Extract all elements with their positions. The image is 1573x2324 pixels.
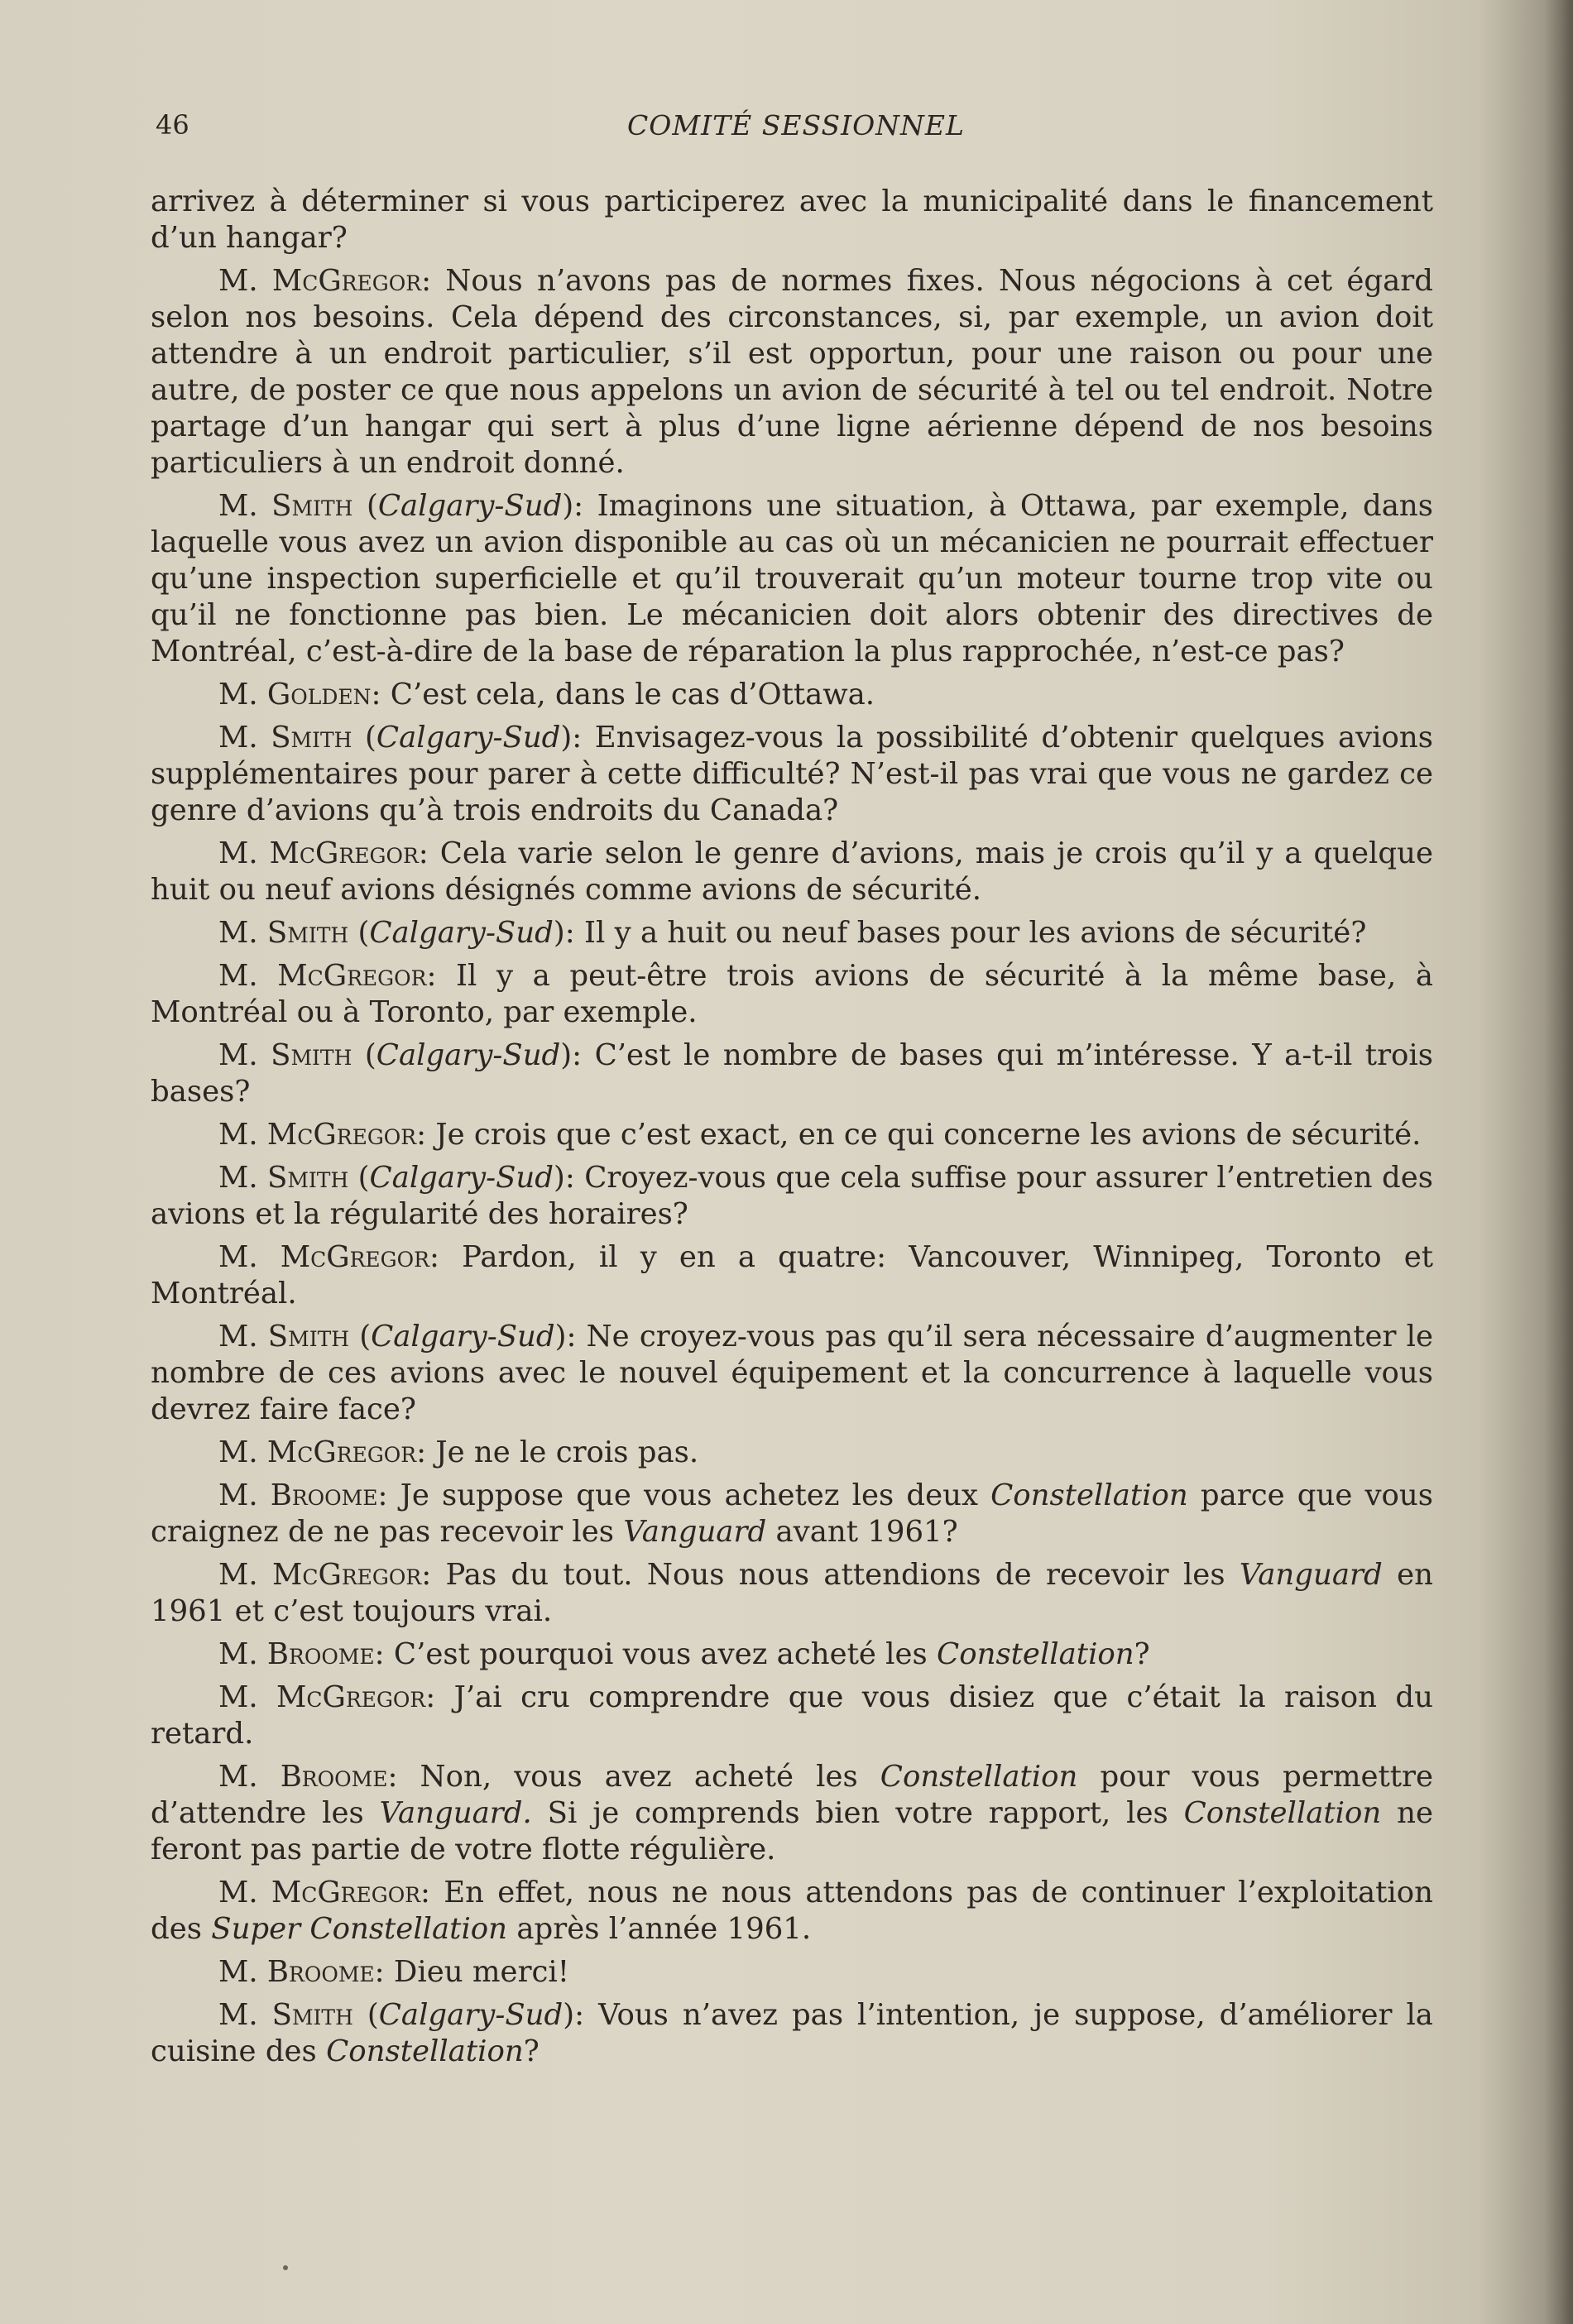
speaker-name: M. Smith bbox=[218, 1998, 353, 2032]
speaker-name: M. McGregor bbox=[218, 1435, 417, 1469]
paragraph-text: Vous n’avez pas l’intention, je suppose, d’améliorer la cuisine des bbox=[151, 1998, 1433, 2068]
paragraph: M. Broome: Je suppose que vous achetez les deux Constellation parce que vous craignez de ne pas recevoir les Vanguard avant 1961? bbox=[151, 1478, 1433, 1549]
paragraph-text: Nous n’avons pas de normes fixes. Nous négocions à cet égard selon nos besoins. Cela dépend des circonstances, si, par exemple, un avion doit attendre à un endroit particulier, s’il est opportun, pour une raison ou pour une autre, de poster ce que nous appelons un avion de sécurité à tel ou tel endroit. Notre partage d’un hangar qui sert à plus d’une ligne aérienne dépend de nos besoins particuliers à un endroit donné. bbox=[151, 264, 1433, 480]
paragraph-text: Si je comprends bien votre rapport, les bbox=[547, 1796, 1168, 1830]
speaker-riding: Calgary-Sud bbox=[376, 721, 561, 755]
speaker-name: M. Broome bbox=[218, 1478, 378, 1512]
speaker-name: M. Smith bbox=[218, 721, 352, 755]
paragraph-text: C’est cela, dans le cas d’Ottawa. bbox=[390, 678, 875, 712]
italic-term: Vanguard bbox=[623, 1515, 767, 1549]
paragraph: M. Broome: Dieu merci! bbox=[218, 1955, 570, 1989]
paragraph-text: Dieu merci! bbox=[393, 1955, 570, 1989]
speaker-name: M. Broome bbox=[218, 1637, 375, 1671]
speaker-riding: Calgary-Sud bbox=[376, 1038, 561, 1072]
speaker-name: M. McGregor bbox=[218, 1118, 417, 1152]
paragraph: M. McGregor: Je ne le crois pas. bbox=[218, 1435, 699, 1469]
paragraph-text: Je crois que c’est exact, en ce qui concerne les avions de sécurité. bbox=[435, 1118, 1422, 1152]
paragraph-text: avant 1961? bbox=[775, 1515, 958, 1549]
paragraph-text: arrivez à déterminer si vous participerez avec la municipalité dans le financement d’un hangar? bbox=[151, 184, 1433, 255]
paragraph-text: après l’année 1961. bbox=[516, 1912, 812, 1946]
paragraph-text: En effet, nous ne nous attendons pas de continuer l’exploitation des bbox=[151, 1876, 1433, 1946]
paragraph: M. Smith (Calgary-Sud): Il y a huit ou neuf bases pour les avions de sécurité? bbox=[218, 916, 1367, 950]
speaker-name: M. Golden bbox=[218, 678, 372, 712]
paragraph: M. Smith (Calgary-Sud): C’est le nombre de bases qui m’intéresse. Y a-t-il trois bases? bbox=[151, 1038, 1433, 1109]
paragraph-text: pour vous permettre d’attendre les bbox=[151, 1760, 1433, 1830]
paragraph: M. Smith (Calgary-Sud): Imaginons une situation, à Ottawa, par exemple, dans laquelle vous avez un avion disponible au cas où un mécanicien ne pourrait effectuer qu’une inspection superficielle et qu’il trouverait qu’un moteur tourne trop vite ou qu’il ne fonctionne pas bien. Le mécanicien doit alors obtenir des directives de Montréal, c’est-à-dire de la base de réparation la plus rapprochée, n’est-ce pas? bbox=[151, 489, 1433, 668]
paragraph: M. Smith (Calgary-Sud): Vous n’avez pas l’intention, je suppose, d’améliorer la cuisine des Constellation? bbox=[151, 1998, 1433, 2068]
italic-term: Constellation bbox=[326, 2034, 524, 2068]
paragraph-text: C’est pourquoi vous avez acheté les bbox=[393, 1637, 928, 1671]
paragraph-text: Il y a huit ou neuf bases pour les avions de sécurité? bbox=[583, 916, 1367, 950]
paragraph: M. Broome: C’est pourquoi vous avez acheté les Constellation? bbox=[218, 1637, 1150, 1671]
page-number: 46 bbox=[156, 109, 189, 141]
paragraph: M. McGregor: Pas du tout. Nous nous attendions de recevoir les Vanguard en 1961 et c’est toujours vrai. bbox=[151, 1558, 1433, 1628]
paragraph-text: Cela varie selon le genre d’avions, mais je crois qu’il y a quelque huit ou neuf avions désignés comme avions de sécurité. bbox=[151, 836, 1434, 907]
paragraph-text: Pas du tout. Nous nous attendions de recevoir les bbox=[445, 1558, 1225, 1592]
italic-term: Vanguard bbox=[1239, 1558, 1383, 1592]
paragraph-text: ? bbox=[1134, 1637, 1150, 1671]
paragraph-text: en 1961 et c’est toujours vrai. bbox=[151, 1558, 1433, 1628]
paragraph-text: J’ai cru comprendre que vous disiez que c’était la raison du retard. bbox=[151, 1680, 1433, 1751]
paragraph: M. McGregor: Pardon, il y en a quatre: Vancouver, Winnipeg, Toronto et Montréal. bbox=[151, 1240, 1434, 1311]
speaker-name: M. Smith bbox=[218, 1161, 349, 1195]
speaker-name: M. Smith bbox=[218, 1320, 350, 1354]
speaker-name: M. Smith bbox=[218, 916, 349, 950]
paragraph: M. Golden: C’est cela, dans le cas d’Ottawa. bbox=[218, 678, 875, 712]
paragraph: M. Smith (Calgary-Sud): Envisagez-vous la possibilité d’obtenir quelques avions supplémentaires pour parer à cette difficulté? N’est-il pas vrai que vous ne gardez ce genre d’avions qu’à trois endroits du Canada? bbox=[151, 721, 1433, 827]
speaker-riding: Calgary-Sud bbox=[369, 916, 554, 950]
speaker-riding: Calgary-Sud bbox=[371, 1320, 555, 1354]
paragraph: M. McGregor: Nous n’avons pas de normes fixes. Nous négocions à cet égard selon nos besoins. Cela dépend des circonstances, si, par exemple, un avion doit attendre à un endroit particulier, s’il est opportun, pour une raison ou pour une autre, de poster ce que nous appelons un avion de sécurité à tel ou tel endroit. Notre partage d’un hangar qui sert à plus d’une ligne aérienne dépend de nos besoins particuliers à un endroit donné. bbox=[151, 264, 1433, 480]
paragraph-text: Ne croyez-vous pas qu’il sera nécessaire d’augmenter le nombre de ces avions avec le nouvel équipement et la concurrence à laquelle vous devrez faire face? bbox=[151, 1320, 1433, 1426]
speaker-name: M. McGregor bbox=[218, 264, 422, 298]
italic-term: Constellation bbox=[880, 1760, 1078, 1794]
paragraph-text: ? bbox=[523, 2034, 540, 2068]
speaker-name: M. McGregor bbox=[218, 836, 419, 870]
speaker-name: M. McGregor bbox=[218, 959, 427, 993]
paragraph-text: Pardon, il y en a quatre: Vancouver, Winnipeg, Toronto et Montréal. bbox=[151, 1240, 1434, 1311]
paragraph: M. McGregor: Cela varie selon le genre d’avions, mais je crois qu’il y a quelque huit ou neuf avions désignés comme avions de sécurité. bbox=[151, 836, 1434, 907]
paragraph-text: Croyez-vous que cela suffise pour assurer l’entretien des avions et la régularité des horaires? bbox=[151, 1161, 1433, 1231]
paragraph: M. McGregor: Je crois que c’est exact, en ce qui concerne les avions de sécurité. bbox=[218, 1118, 1422, 1152]
paragraph: M. Smith (Calgary-Sud): Ne croyez-vous pas qu’il sera nécessaire d’augmenter le nombre de ces avions avec le nouvel équipement et la concurrence à laquelle vous devrez faire face? bbox=[151, 1320, 1433, 1426]
speaker-name: M. Broome bbox=[218, 1760, 388, 1794]
page-header bbox=[151, 109, 1441, 151]
paragraph: M. McGregor: En effet, nous ne nous attendons pas de continuer l’exploitation des Super Constellation après l’année 1961. bbox=[151, 1876, 1433, 1946]
paragraph: M. Smith (Calgary-Sud): Croyez-vous que cela suffise pour assurer l’entretien des avions et la régularité des horaires? bbox=[151, 1161, 1433, 1231]
paragraph bbox=[151, 184, 1433, 256]
paragraph-text: parce que vous craignez de ne pas recevoir les bbox=[151, 1478, 1433, 1549]
italic-term: Constellation bbox=[937, 1637, 1134, 1671]
paragraph: M. McGregor: J’ai cru comprendre que vous disiez que c’était la raison du retard. bbox=[151, 1680, 1433, 1751]
italic-term: Super Constellation bbox=[211, 1912, 508, 1946]
body-text bbox=[151, 184, 1433, 2077]
paragraph-text: C’est le nombre de bases qui m’intéresse. Y a-t-il trois bases? bbox=[151, 1038, 1433, 1109]
ink-speck bbox=[283, 2265, 288, 2270]
speaker-name: M. Smith bbox=[218, 489, 353, 523]
paragraph-text: Je suppose que vous achetez les deux bbox=[400, 1478, 978, 1512]
paragraph-text: Il y a peut-être trois avions de sécurité à la même base, à Montréal ou à Toronto, par exemple. bbox=[151, 959, 1433, 1029]
paragraph-text: Je ne le crois pas. bbox=[435, 1435, 699, 1469]
italic-term: Constellation bbox=[990, 1478, 1188, 1512]
speaker-name: M. Smith bbox=[218, 1038, 352, 1072]
running-title: COMITÉ SESSIONNEL bbox=[627, 109, 965, 141]
speaker-riding: Calgary-Sud bbox=[369, 1161, 554, 1195]
paragraph: M. Broome: Non, vous avez acheté les Constellation pour vous permettre d’attendre les Vanguard. Si je comprends bien votre rapport, les Constellation ne feront pas partie de votre flotte régulière. bbox=[151, 1760, 1434, 1866]
page-edge-shadow bbox=[1545, 0, 1573, 2324]
paragraph: M. McGregor: Il y a peut-être trois avions de sécurité à la même base, à Montréal ou à Toronto, par exemple. bbox=[151, 959, 1433, 1029]
paragraph-text: Imaginons une situation, à Ottawa, par exemple, dans laquelle vous avez un avion disponible au cas où un mécanicien ne pourrait effectuer qu’une inspection superficielle et qu’il trouverait qu’un moteur tourne trop vite ou qu’il ne fonctionne pas bien. Le mécanicien doit alors obtenir des directives de Montréal, c’est-à-dire de la base de réparation la plus rapprochée, n’est-ce pas? bbox=[151, 489, 1433, 668]
paragraph-text: ne feront pas partie de votre flotte régulière. bbox=[151, 1796, 1434, 1866]
speaker-riding: Calgary-Sud bbox=[377, 489, 563, 523]
speaker-name: M. McGregor bbox=[218, 1680, 426, 1714]
speaker-name: M. McGregor bbox=[218, 1558, 422, 1592]
speaker-name: M. McGregor bbox=[218, 1876, 421, 1910]
paragraph-text: Envisagez-vous la possibilité d’obtenir quelques avions supplémentaires pour parer à cette difficulté? N’est-il pas vrai que vous ne gardez ce genre d’avions qu’à trois endroits du Canada? bbox=[151, 721, 1433, 827]
paragraph-text: Non, vous avez acheté les bbox=[420, 1760, 858, 1794]
italic-term: Constellation bbox=[1183, 1796, 1382, 1830]
speaker-riding: Calgary-Sud bbox=[378, 1998, 563, 2032]
italic-term: Vanguard. bbox=[379, 1796, 532, 1830]
speaker-name: M. Broome bbox=[218, 1955, 375, 1989]
speaker-name: M. McGregor bbox=[218, 1240, 429, 1274]
